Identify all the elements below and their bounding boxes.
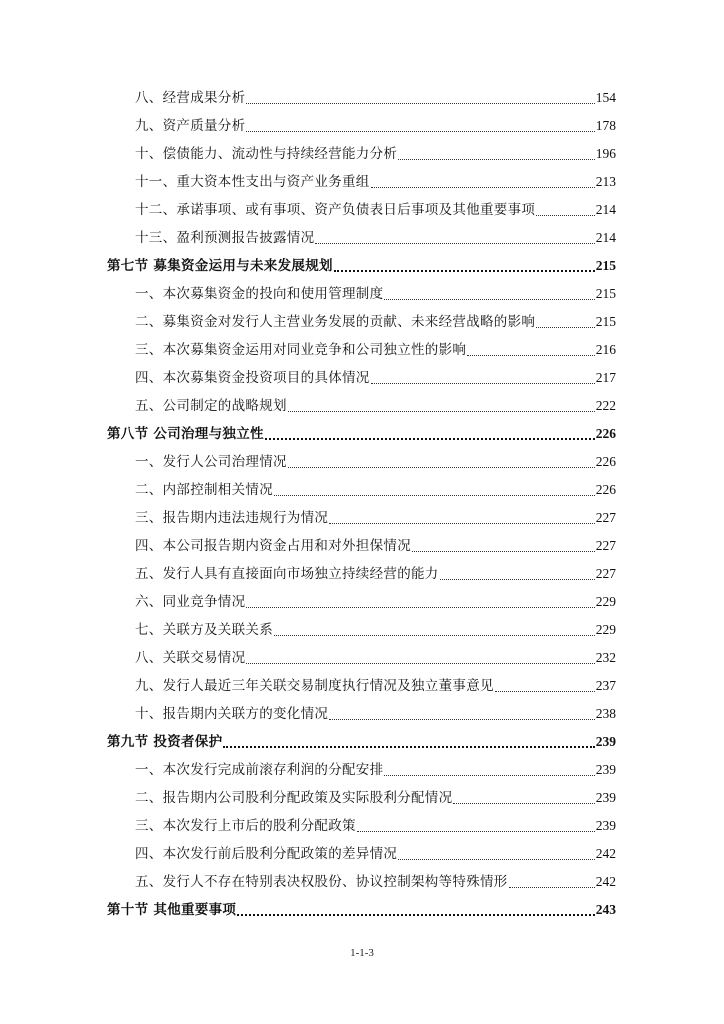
dot-leader xyxy=(274,635,595,636)
dot-leader xyxy=(371,383,595,384)
dot-leader xyxy=(509,887,595,888)
toc-entry-page-number: 214 xyxy=(595,202,616,217)
toc-entry-page-number: 227 xyxy=(595,566,616,581)
dot-leader xyxy=(371,187,595,188)
toc-entry-page-number: 237 xyxy=(595,678,616,693)
toc-entry[interactable] xyxy=(107,476,616,504)
toc-entry-title: 十、报告期内关联方的变化情况 xyxy=(135,706,329,722)
page-footer: 1-1-3 xyxy=(350,947,374,959)
toc-entry[interactable] xyxy=(107,700,616,728)
toc-entry-title: 五、发行人不存在特别表决权股份、协议控制架构等特殊情形 xyxy=(135,874,508,890)
dot-leader xyxy=(237,914,595,916)
toc-entry-title: 一、发行人公司治理情况 xyxy=(135,454,287,470)
toc-section-entry[interactable] xyxy=(107,420,616,448)
toc-entry[interactable] xyxy=(107,644,616,672)
toc-entry-page-number: 178 xyxy=(595,118,616,133)
toc-entry[interactable] xyxy=(107,336,616,364)
toc-entry[interactable] xyxy=(107,532,616,560)
toc-entry-title: 四、本公司报告期内资金占用和对外担保情况 xyxy=(135,538,411,554)
toc-entry-title: 第八节 公司治理与独立性 xyxy=(107,426,264,442)
toc-entry-page-number: 229 xyxy=(595,622,616,637)
toc-entry-page-number: 215 xyxy=(595,258,616,273)
toc-entry[interactable] xyxy=(107,504,616,532)
dot-leader xyxy=(329,719,595,720)
toc-entry-page-number: 196 xyxy=(595,146,616,161)
toc-entry-page-number: 229 xyxy=(595,594,616,609)
dot-leader xyxy=(398,159,595,160)
dot-leader xyxy=(453,803,594,804)
toc-section-entry[interactable] xyxy=(107,252,616,280)
toc-entry-title: 三、本次募集资金运用对同业竞争和公司独立性的影响 xyxy=(135,342,467,358)
toc-entry[interactable] xyxy=(107,784,616,812)
toc-entry-page-number: 213 xyxy=(595,174,616,189)
toc-entry-title: 一、本次发行完成前滚存利润的分配安排 xyxy=(135,762,384,778)
toc-entry[interactable] xyxy=(107,756,616,784)
dot-leader xyxy=(315,243,594,244)
toc-entry-title: 十、偿债能力、流动性与持续经营能力分析 xyxy=(135,146,398,162)
dot-leader xyxy=(265,438,595,440)
toc-entry[interactable] xyxy=(107,224,616,252)
toc-entry-title: 六、同业竞争情况 xyxy=(135,594,246,610)
dot-leader xyxy=(246,607,594,608)
dot-leader xyxy=(536,215,595,216)
dot-leader xyxy=(412,551,595,552)
toc-entry[interactable] xyxy=(107,840,616,868)
dot-leader xyxy=(440,579,595,580)
dot-leader xyxy=(384,775,594,776)
dot-leader xyxy=(334,270,595,272)
toc-section-entry[interactable] xyxy=(107,728,616,756)
toc-entry-page-number: 226 xyxy=(595,482,616,497)
toc-entry-title: 五、公司制定的战略规划 xyxy=(135,398,287,414)
toc-entry-title: 第十节 其他重要事项 xyxy=(107,902,237,918)
dot-leader xyxy=(223,746,594,748)
toc-entry-page-number: 232 xyxy=(595,650,616,665)
toc-section-entry[interactable] xyxy=(107,896,616,924)
toc-entry-title: 一、本次募集资金的投向和使用管理制度 xyxy=(135,286,384,302)
toc-entry-page-number: 227 xyxy=(595,538,616,553)
dot-leader xyxy=(246,131,594,132)
toc-entry-page-number: 222 xyxy=(595,398,616,413)
toc-entry-page-number: 239 xyxy=(595,762,616,777)
dot-leader xyxy=(467,355,595,356)
toc-entry[interactable] xyxy=(107,448,616,476)
toc-entry[interactable] xyxy=(107,140,616,168)
dot-leader xyxy=(288,411,595,412)
toc-entry-page-number: 217 xyxy=(595,370,616,385)
toc-entry-title: 九、资产质量分析 xyxy=(135,118,246,134)
toc-entry-title: 十二、承诺事项、或有事项、资产负债表日后事项及其他重要事项 xyxy=(135,202,536,218)
toc-entry[interactable] xyxy=(107,168,616,196)
toc-entry-page-number: 227 xyxy=(595,510,616,525)
toc-entry-page-number: 239 xyxy=(595,790,616,805)
toc-entry-title: 四、本次发行前后股利分配政策的差异情况 xyxy=(135,846,398,862)
toc-entry[interactable] xyxy=(107,672,616,700)
toc-entry-title: 十三、盈利预测报告披露情况 xyxy=(135,230,315,246)
dot-leader xyxy=(536,327,595,328)
toc-entry[interactable] xyxy=(107,84,616,112)
toc-entry-page-number: 242 xyxy=(595,874,616,889)
toc-entry[interactable] xyxy=(107,196,616,224)
toc-entry-page-number: 226 xyxy=(595,426,616,441)
toc-entry[interactable] xyxy=(107,812,616,840)
toc-entry-title: 二、内部控制相关情况 xyxy=(135,482,273,498)
toc-entry-title: 二、募集资金对发行人主营业务发展的贡献、未来经营战略的影响 xyxy=(135,314,536,330)
dot-leader xyxy=(288,467,595,468)
toc-entry-title: 八、关联交易情况 xyxy=(135,650,246,666)
toc-entry[interactable] xyxy=(107,560,616,588)
toc-entry-page-number: 243 xyxy=(595,902,616,917)
toc-entry-page-number: 226 xyxy=(595,454,616,469)
toc-entry[interactable] xyxy=(107,364,616,392)
dot-leader xyxy=(495,691,595,692)
toc-entry[interactable] xyxy=(107,392,616,420)
toc-entry-title: 三、报告期内违法违规行为情况 xyxy=(135,510,329,526)
toc-entry-page-number: 239 xyxy=(595,818,616,833)
dot-leader xyxy=(398,859,595,860)
toc-entry-title: 四、本次募集资金投资项目的具体情况 xyxy=(135,370,370,386)
toc-entry-page-number: 214 xyxy=(595,230,616,245)
toc-entry-title: 九、发行人最近三年关联交易制度执行情况及独立董事意见 xyxy=(135,678,494,694)
dot-leader xyxy=(246,663,594,664)
toc-entry-page-number: 242 xyxy=(595,846,616,861)
toc-entry[interactable] xyxy=(107,308,616,336)
toc-entry-page-number: 216 xyxy=(595,342,616,357)
toc-entry-page-number: 238 xyxy=(595,706,616,721)
dot-leader xyxy=(384,299,594,300)
toc-entry-title: 第九节 投资者保护 xyxy=(107,734,223,750)
toc-entry-title: 八、经营成果分析 xyxy=(135,90,246,106)
toc-entry[interactable] xyxy=(107,280,616,308)
dot-leader xyxy=(357,831,595,832)
dot-leader xyxy=(274,495,595,496)
dot-leader xyxy=(246,103,594,104)
toc-entry-page-number: 215 xyxy=(595,286,616,301)
toc-entry-title: 第七节 募集资金运用与未来发展规划 xyxy=(107,258,333,274)
toc-entry[interactable] xyxy=(107,616,616,644)
dot-leader xyxy=(329,523,595,524)
toc-entry-page-number: 154 xyxy=(595,90,616,105)
toc-entry-title: 十一、重大资本性支出与资产业务重组 xyxy=(135,174,370,190)
toc-entry-page-number: 239 xyxy=(595,734,616,749)
toc-entry[interactable] xyxy=(107,112,616,140)
toc-entry-title: 七、关联方及关联关系 xyxy=(135,622,273,638)
toc-entry[interactable] xyxy=(107,588,616,616)
toc-entry-page-number: 215 xyxy=(595,314,616,329)
toc-entry[interactable] xyxy=(107,868,616,896)
toc-entry-title: 三、本次发行上市后的股利分配政策 xyxy=(135,818,356,834)
toc-entry-title: 五、发行人具有直接面向市场独立持续经营的能力 xyxy=(135,566,439,582)
table-of-contents xyxy=(107,84,616,924)
toc-entry-title: 二、报告期内公司股利分配政策及实际股利分配情况 xyxy=(135,790,453,806)
